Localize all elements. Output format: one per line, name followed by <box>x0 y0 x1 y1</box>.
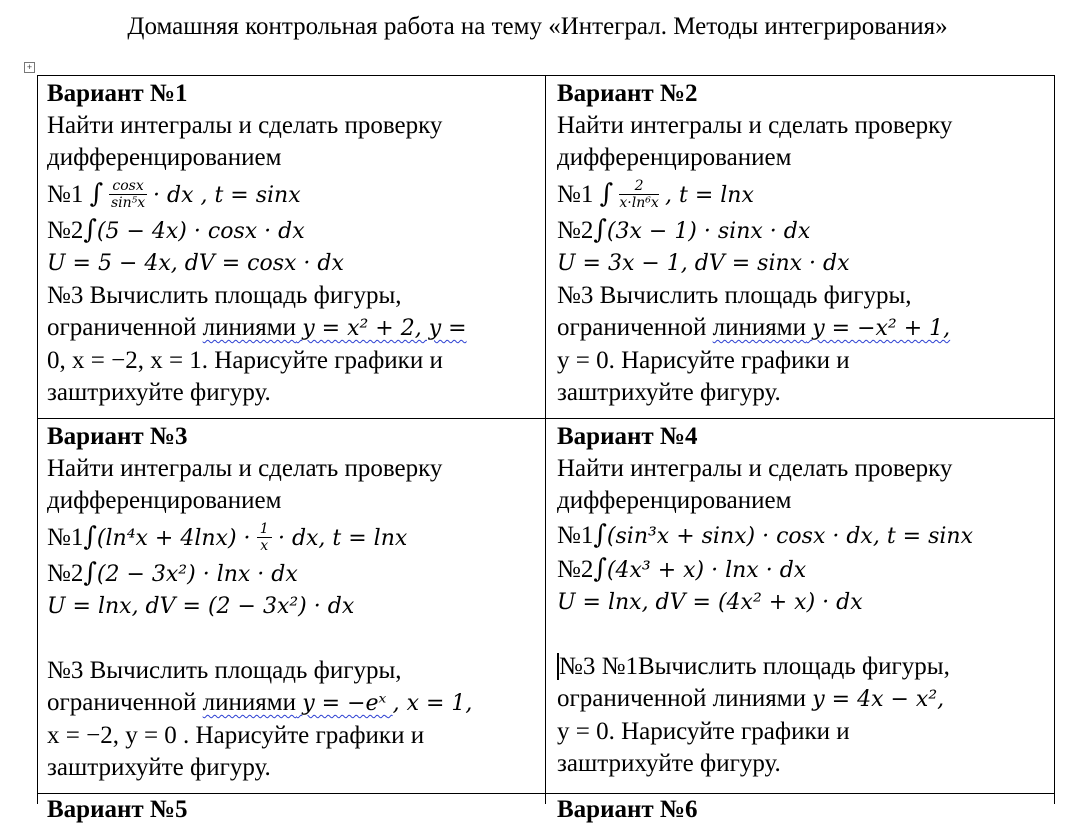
problem-3-word: линиями <box>202 689 296 716</box>
fraction <box>619 178 658 211</box>
table-border-right <box>1054 75 1055 804</box>
problem-3-line-3: x = −2, y = 0 . Нарисуйте графики и <box>47 722 425 749</box>
problem-2-label: №2 <box>557 556 594 583</box>
problem-3-line-3: y = 0. Нарисуйте графики и <box>557 718 850 745</box>
variant-3-cell <box>47 421 542 784</box>
problem-3-line-1: №3 Вычислить площадь фигуры, <box>47 657 402 684</box>
problem-3-text: ограниченной <box>557 314 707 341</box>
integral-sign-icon: ∫ <box>83 522 97 552</box>
fraction-denominator: x <box>260 537 269 554</box>
problem-2-expression: (5 − 4x) · cosx · dx <box>96 219 305 244</box>
problem-3-function: y = x² + 2, y = <box>302 316 467 341</box>
problem-2 <box>47 214 542 248</box>
problem-2-label: №2 <box>557 217 594 244</box>
problem-3-function: y = −x² + 1, <box>812 316 951 341</box>
table-border-center <box>545 75 546 804</box>
problem-3-line-4: заштрихуйте фигуру. <box>47 754 271 781</box>
task-line-2: дифференцированием <box>47 487 282 514</box>
problem-1-label: №1 <box>47 181 84 208</box>
problem-2 <box>557 553 1052 587</box>
problem-3-line-2 <box>557 312 1052 345</box>
problem-3-word: линиями <box>712 314 806 341</box>
task-line: Найти интегралы и сделать проверку <box>47 455 443 482</box>
problem-1 <box>557 174 1052 214</box>
variant-3-title: Вариант №3 <box>47 423 188 450</box>
problem-2-substitution: U = 5 − 4x, dV = cosx · dx <box>47 251 344 276</box>
integral-sign-icon: ∫ <box>593 215 607 245</box>
problem-2-substitution: U = 3x − 1, dV = sinx · dx <box>557 251 850 276</box>
problem-1-rest: , t = lnx <box>665 183 754 208</box>
problem-1-expression: (ln⁴x + 4lnx) · <box>96 526 251 551</box>
variant-1-cell <box>47 78 542 409</box>
problem-3-bound: , x = 1, <box>392 691 473 716</box>
problem-3-text: ограниченной линиями <box>557 685 806 712</box>
table-border-middle <box>37 418 1055 419</box>
integral-sign-icon: ∫ <box>599 179 614 209</box>
problem-2-expression: (4x³ + x) · lnx · dx <box>606 558 807 583</box>
table-border-top <box>37 75 1055 76</box>
problem-3-line-1: №3 Вычислить площадь фигуры, <box>557 282 912 309</box>
problem-3-underlined <box>203 689 393 716</box>
problem-3-line-4: заштрихуйте фигуру. <box>47 379 271 406</box>
problem-3-line-2 <box>47 312 542 345</box>
variant-2-cell <box>557 78 1052 409</box>
fraction-numerator: 2 <box>619 178 658 195</box>
fraction-denominator: x·ln⁶x <box>619 194 659 211</box>
problem-2-expression: (2 − 3x²) · lnx · dx <box>96 562 298 587</box>
problem-1 <box>47 174 542 214</box>
fraction-numerator: 1 <box>257 521 272 538</box>
variant-1-title: Вариант №1 <box>47 80 188 107</box>
problem-1-label: №1 <box>47 524 84 551</box>
task-line-2: дифференцированием <box>47 144 282 171</box>
integral-sign-icon: ∫ <box>89 179 104 209</box>
problem-2-label: №2 <box>47 560 84 587</box>
table-border-left <box>37 75 38 804</box>
problem-3-line-1-text: №3 №1Вычислить площадь фигуры, <box>559 653 950 680</box>
integral-sign-icon: ∫ <box>593 554 607 584</box>
page-title: Домашняя контрольная работа на тему «Интеграл. Методы интегрирования» <box>127 13 948 40</box>
problem-3-line-4: заштрихуйте фигуру. <box>557 750 781 777</box>
problem-3-line-3: y = 0. Нарисуйте графики и <box>557 347 850 374</box>
task-line-2: дифференцированием <box>557 144 792 171</box>
problem-2-label: №2 <box>47 217 84 244</box>
fraction <box>109 178 146 211</box>
problem-2 <box>47 557 542 591</box>
variant-4-cell <box>557 421 1052 780</box>
variant-4-title: Вариант №4 <box>557 423 698 450</box>
problem-3-line-3: 0, x = −2, x = 1. Нарисуйте графики и <box>47 347 443 374</box>
problem-3-underlined <box>713 314 950 341</box>
problem-1 <box>557 517 1052 553</box>
problem-3-line-2 <box>47 687 542 720</box>
task-line-2: дифференцированием <box>557 487 792 514</box>
problem-3-word: линиями <box>202 314 296 341</box>
variant-2-title: Вариант №2 <box>557 80 698 107</box>
problem-3-line-4: заштрихуйте фигуру. <box>557 379 781 406</box>
problem-1-rest: · dx, t = lnx <box>277 526 408 551</box>
variant-5-title: Вариант №5 <box>47 796 188 823</box>
table-move-handle-icon[interactable]: + <box>24 62 35 73</box>
problem-1-expression: (sin³x + sinx) · cosx · dx, t = sinx <box>606 524 973 549</box>
fraction-denominator: sin⁵x <box>110 194 146 211</box>
integral-sign-icon: ∫ <box>83 558 97 588</box>
fraction-numerator: cosx <box>109 178 146 195</box>
problem-2 <box>557 214 1052 248</box>
problem-2-expression: (3x − 1) · sinx · dx <box>606 219 811 244</box>
integral-sign-icon: ∫ <box>83 215 97 245</box>
task-line: Найти интегралы и сделать проверку <box>557 112 953 139</box>
problem-2-substitution: U = lnx, dV = (2 − 3x²) · dx <box>47 594 355 619</box>
problem-3-line-1 <box>557 651 1052 683</box>
problem-2-substitution: U = lnx, dV = (4x² + x) · dx <box>557 590 863 615</box>
problem-3-text: ограниченной <box>47 314 197 341</box>
task-line: Найти интегралы и сделать проверку <box>47 112 443 139</box>
problem-1 <box>47 517 542 557</box>
problem-1-label: №1 <box>557 522 594 549</box>
table-border-lower <box>37 793 1055 794</box>
problem-3-text: ограниченной <box>47 689 197 716</box>
variant-6-title: Вариант №6 <box>557 796 698 823</box>
problem-3-line-2 <box>557 683 1052 716</box>
problem-3-underlined <box>203 314 467 341</box>
fraction <box>257 521 272 554</box>
problem-3-function: y = 4x − x², <box>812 687 945 712</box>
problem-3-function: y = −eˣ <box>302 691 387 716</box>
problem-1-rest: · dx , t = sinx <box>153 183 301 208</box>
blank-line <box>47 623 542 655</box>
task-line: Найти интегралы и сделать проверку <box>557 455 953 482</box>
problem-3-line-1: №3 Вычислить площадь фигуры, <box>47 282 402 309</box>
blank-line <box>557 619 1052 651</box>
problem-1-label: №1 <box>557 181 594 208</box>
integral-sign-icon: ∫ <box>593 520 607 550</box>
